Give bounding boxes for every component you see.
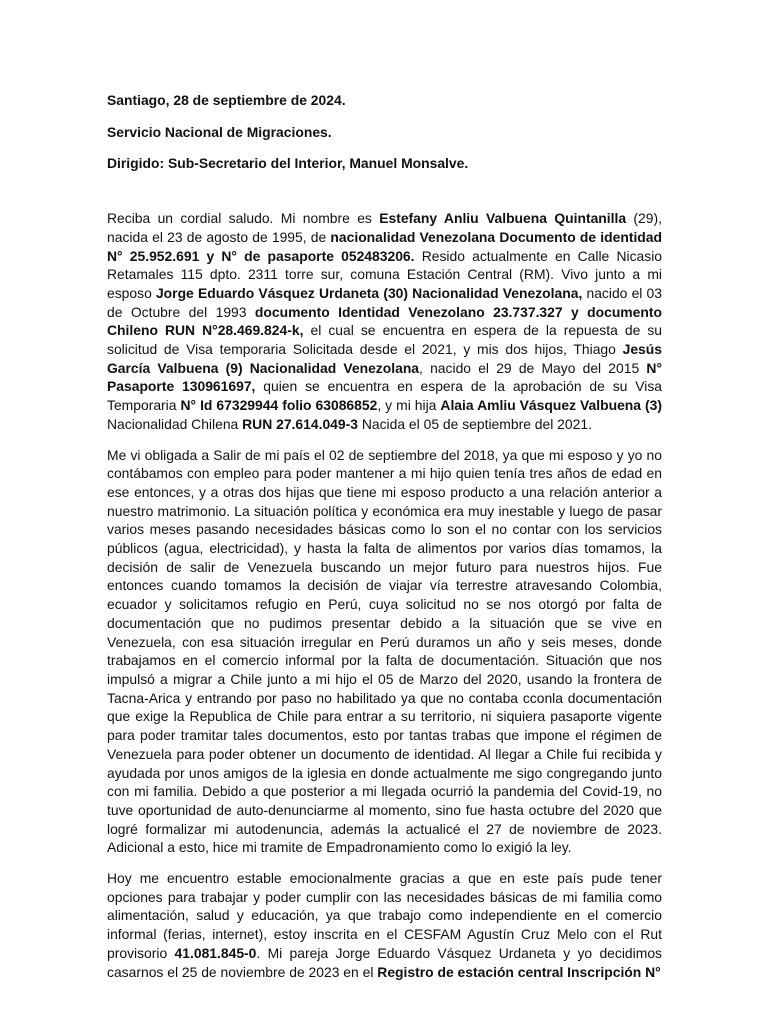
text-segment: Nacida el 05 de septiembre del 2021. <box>357 415 592 432</box>
text-segment: Me vi obligada a Salir de mi país el 02 de septiembre del 2018, ya que mi esposo y yo no contábamos con empleo para poder mantener a mi hijo quien tenía tres años de edad en ese entonces, y a otras dos hijas que tiene mi esposo producto a una relación anterior a nuestro matrimonio. La situación política y económica era muy inestable y luego de pasar varios meses pasando necesidades básicas como lo son el no contar con los servicios públicos (agua, electricidad), y hasta la falta de alimentos por varios días tomamos, la decisión de salir de Venezuela buscando un mejor futuro para nuestros hijos. Fue entonces cuando tomamos la decisión de viajar vía terrestre atravesando Colombia, ecuador y solicitamos refugio en Perú, cuya solicitud no se nos otorgó por falta de documentación que no pudimos presentar debido a la situación que se vive en Venezuela, con esa situación irregular en Perú duramos un año y seis meses, donde trabajamos en el comercio informal por la falta de documentación. Situación que nos impulsó a migrar a Chile junto a mi hijo el 05 de Marzo del 2020, usando la frontera de Tacna-Arica y entrando por paso no habilitado ya que no contaba cconla documentación que exige la Republica de Chile para entrar a su territorio, ni siquiera pasaporte vigente para poder tramitar tales documentos, esto por tantas trabas que impone el régimen de Venezuela para poder obtener un documento de identidad. Al llegar a Chile fui recibida y ayudada por unos amigos de la iglesia en donde actualmente me sigo congregando junto con mi familia. Debido a que posterior a mi llegada ocurrió la pandemia del Covid-19, no tuve oportunidad de auto-denunciarme al momento, sino fue hasta octubre del 2020 que logré formalizar mi autodenuncia, además la actualicé el 27 de noviembre de 2023. Adicional a esto, hice mi tramite de Empadronamiento como lo exigió la ley. <box>107 446 662 856</box>
bold-text-segment: Jesús García Valbuena (9) Nacionalidad Venezolana <box>107 341 662 376</box>
addressee-line: Dirigido: Sub-Secretario del Interior, Manuel Monsalve. <box>107 155 469 172</box>
text-segment: Hoy me encuentro estable emocionalmente gracias a que en este país pude tener opciones para trabajar y poder cumplir con las necesidades básicas de mi familia como alimentación, salud y educación, ya que trabajo como independiente en el comercio informal (ferias, internet), estoy inscrita en el CESFAM Agustín Cruz Melo con el Rut provisorio <box>107 870 662 961</box>
bold-text-segment: 41.081.845-0 <box>174 944 257 961</box>
bold-text-segment: N° Id 67329944 folio 63086852 <box>180 397 378 414</box>
body-paragraph <box>107 209 662 433</box>
text-segment: Resido actualmente en Calle Nicasio Retamales 115 dpto. 2311 torre sur, comuna Estación Central (RM). Vivo junto a mi esposo <box>107 247 662 301</box>
bold-text-segment: RUN 27.614.049-3 <box>242 415 358 432</box>
letter-body <box>107 209 662 981</box>
text-segment: , nacido el 29 de Mayo del 2015 <box>419 359 647 376</box>
recipient-line: Servicio Nacional de Migraciones. <box>107 123 332 140</box>
bold-text-segment: Estefany Anliu Valbuena Quintanilla <box>379 210 627 227</box>
text-segment: , y mi hija <box>377 397 441 414</box>
bold-text-segment: nacionalidad Venezolana Documento de identidad N° 25.952.691 y N° de pasaporte 052483206. <box>107 228 663 264</box>
bold-text-segment: documento Identidad Venezolano 23.737.327 y documento Chileno RUN N°28.469.824-k, <box>107 303 662 339</box>
date-line: Santiago, 28 de septiembre de 2024. <box>107 92 346 108</box>
text-segment: quien se encuentra en espera de la aprobación de su Visa Temporaria <box>107 378 662 414</box>
bold-text-segment: N° Pasaporte 130961697, <box>107 359 662 395</box>
text-segment: Reciba un cordial saludo. Mi nombre es <box>107 210 380 227</box>
bold-text-segment: Jorge Eduardo Vásquez Urdaneta (30) Nacionalidad Venezolana, <box>155 284 583 301</box>
body-paragraph <box>107 869 662 981</box>
text-segment: Nacionalidad Chilena <box>107 415 243 432</box>
text-segment: nacido el 03 de Octubre del 1993 <box>107 284 662 320</box>
body-paragraph <box>107 446 662 857</box>
bold-text-segment: Registro de estación central Inscripción N° <box>377 963 661 980</box>
bold-text-segment: Alaia Amliu Vásquez Valbuena (3) <box>440 397 662 414</box>
letter-page <box>107 91 662 993</box>
text-segment: (29), nacida el 23 de agosto de 1995, de <box>107 210 662 245</box>
text-segment: . Mi pareja Jorge Eduardo Vásquez Urdaneta y yo decidimos casarnos el 25 de noviembre de 2023 en el <box>107 944 662 980</box>
text-segment: el cual se encuentra en espera de la repuesta de su solicitud de Visa temporaria Solicitada desde el 2021, y mis dos hijos, Thiago <box>107 322 663 358</box>
